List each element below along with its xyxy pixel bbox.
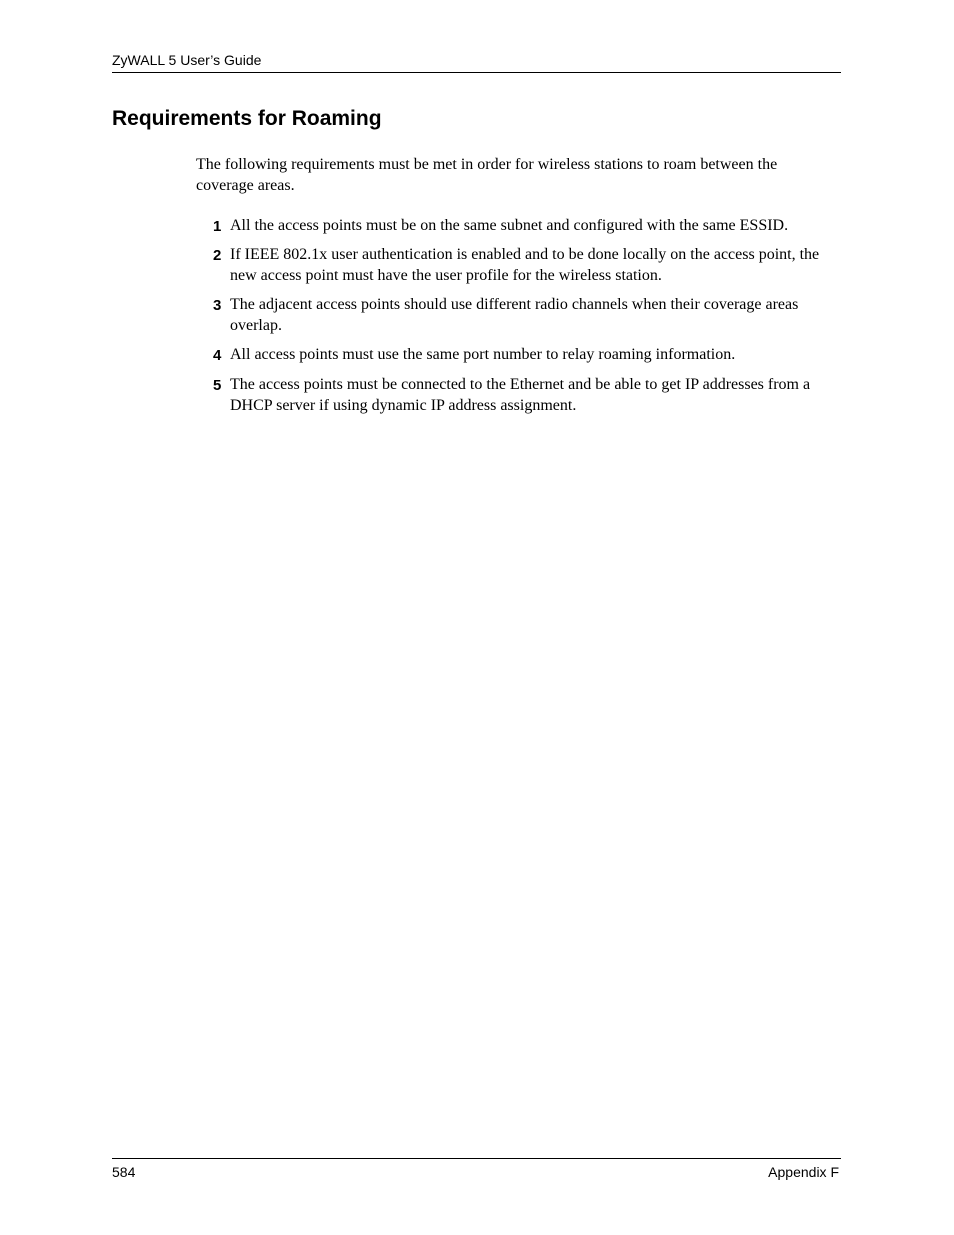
guide-title: ZyWALL 5 User’s Guide (112, 52, 262, 68)
page-footer (112, 1158, 841, 1183)
requirement-text: The access points must be connected to the Ethernet and be able to get IP addresses from a DHCP server if using dynamic IP address assignment. (230, 376, 811, 414)
section-heading: Requirements for Roaming (112, 107, 382, 130)
page-header (112, 50, 841, 73)
page-number: 584 (112, 1164, 136, 1180)
requirement-text: All the access points must be on the same subnet and configured with the same ESSID. (230, 217, 789, 234)
requirement-text: If IEEE 802.1x user authentication is enabled and to be done locally on the access point, the new access point must have the user profile for the wireless station. (230, 246, 820, 284)
intro-paragraph: The following requirements must be met in order for wireless stations to roam between the coverage areas. (196, 156, 778, 194)
requirement-number: 2 (213, 247, 222, 264)
requirement-text: The adjacent access points should use different radio channels when their coverage areas overlap. (230, 296, 799, 334)
requirement-number: 1 (213, 218, 222, 235)
appendix-label: Appendix F (768, 1164, 839, 1180)
requirement-number: 3 (213, 297, 222, 314)
requirement-number: 4 (213, 347, 222, 364)
requirement-text: All access points must use the same port number to relay roaming information. (230, 346, 736, 363)
requirement-number: 5 (213, 377, 222, 394)
